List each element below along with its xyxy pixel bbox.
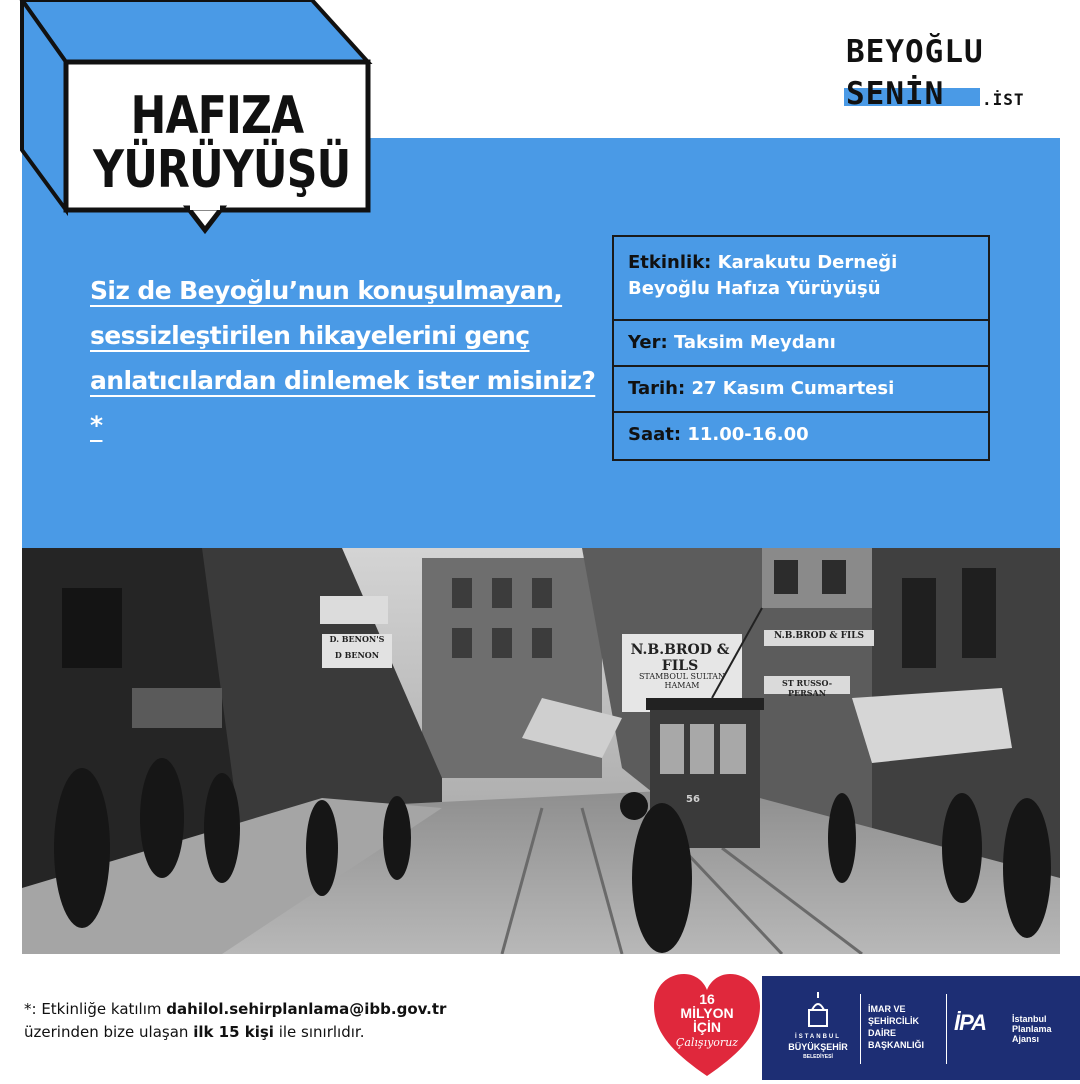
- brand-line-1: BEYOĞLU: [846, 34, 984, 70]
- title-line-2: YÜRÜYÜŞÜ: [93, 140, 351, 200]
- event-label: Etkinlik:: [628, 252, 712, 273]
- footnote-email: dahilol.sehirplanlama@ibb.gov.tr: [166, 1000, 447, 1018]
- place-value: Taksim Meydanı: [673, 332, 836, 353]
- shop-sign-benon: D. BENON'S: [329, 634, 385, 644]
- ibb-line-3: BELEDİYESİ: [803, 1054, 833, 1060]
- brand-logo: [846, 34, 1036, 114]
- mosque-icon: [806, 990, 830, 1030]
- footnote-part-1: *: Etkinliğe katılım: [24, 1000, 167, 1018]
- heart-for: İÇİN: [693, 1019, 721, 1035]
- heart-campaign-logo: [652, 972, 762, 1080]
- shop-sign-main: N.B.BROD & FILS: [630, 642, 730, 674]
- ipa-line-3: Ajansı: [1012, 1034, 1040, 1044]
- imar-line-1: İMAR VE: [868, 1004, 906, 1014]
- event-row: [614, 237, 988, 321]
- divider-2: [946, 994, 947, 1064]
- event-info-table: [612, 235, 990, 461]
- time-row: [614, 413, 988, 459]
- ibb-line-2: BÜYÜKŞEHİR: [788, 1042, 848, 1052]
- place-label: Yer:: [628, 332, 668, 353]
- footnote: [24, 998, 584, 1044]
- institution-logos: [762, 976, 1080, 1080]
- street-scene: [22, 548, 1060, 954]
- imar-line-4: BAŞKANLIĞI: [868, 1040, 924, 1050]
- divider-1: [860, 994, 861, 1064]
- tram-number: 56: [686, 794, 700, 805]
- invitation-question: Siz de Beyoğlu’nun konuşulmayan, sessizleştirilen hikayelerini genç anlatıcılardan dinlemek ister misiniz?*: [90, 276, 596, 440]
- ibb-line-1: İSTANBUL: [795, 1034, 841, 1040]
- event-value: Karakutu Derneği Beyoğlu Hafıza Yürüyüşü: [628, 252, 898, 299]
- ipa-mark: İPA: [954, 1010, 987, 1035]
- footnote-part-3: ile sınırlıdır.: [273, 1023, 365, 1041]
- ipa-line-1: İstanbul: [1012, 1014, 1047, 1024]
- time-label: Saat:: [628, 424, 682, 445]
- date-row: [614, 367, 988, 413]
- footnote-part-2: üzerinden bize ulaşan: [24, 1023, 194, 1041]
- shop-sign-benon-lower: D BENON: [334, 650, 380, 660]
- date-label: Tarih:: [628, 378, 686, 399]
- historic-street-photo: [22, 548, 1060, 954]
- title-line-1: HAFIZA: [130, 86, 304, 146]
- heart-working: Çalışıyoruz: [675, 1036, 739, 1049]
- shop-sign-upper: N.B.BROD & FILS: [773, 631, 865, 641]
- time-value: 11.00-16.00: [687, 424, 809, 445]
- footnote-limit: ilk 15 kişi: [193, 1023, 274, 1041]
- place-row: [614, 321, 988, 367]
- shop-sign-hamam: STAMBOUL SULTAN HAMAM: [638, 672, 726, 690]
- imar-line-2: ŞEHİRCİLİK: [868, 1016, 920, 1026]
- heart-number: 16: [699, 991, 715, 1007]
- brand-line-2: SENİN: [846, 76, 945, 112]
- heart-million: MİLYON: [680, 1005, 734, 1021]
- shop-sign-russo-persan: ST RUSSO-PERSAN: [781, 678, 833, 698]
- imar-line-3: DAİRE: [868, 1028, 897, 1038]
- brand-suffix: .İST: [982, 90, 1025, 109]
- date-value: 27 Kasım Cumartesi: [691, 378, 895, 399]
- ipa-line-2: Planlama: [1012, 1024, 1052, 1034]
